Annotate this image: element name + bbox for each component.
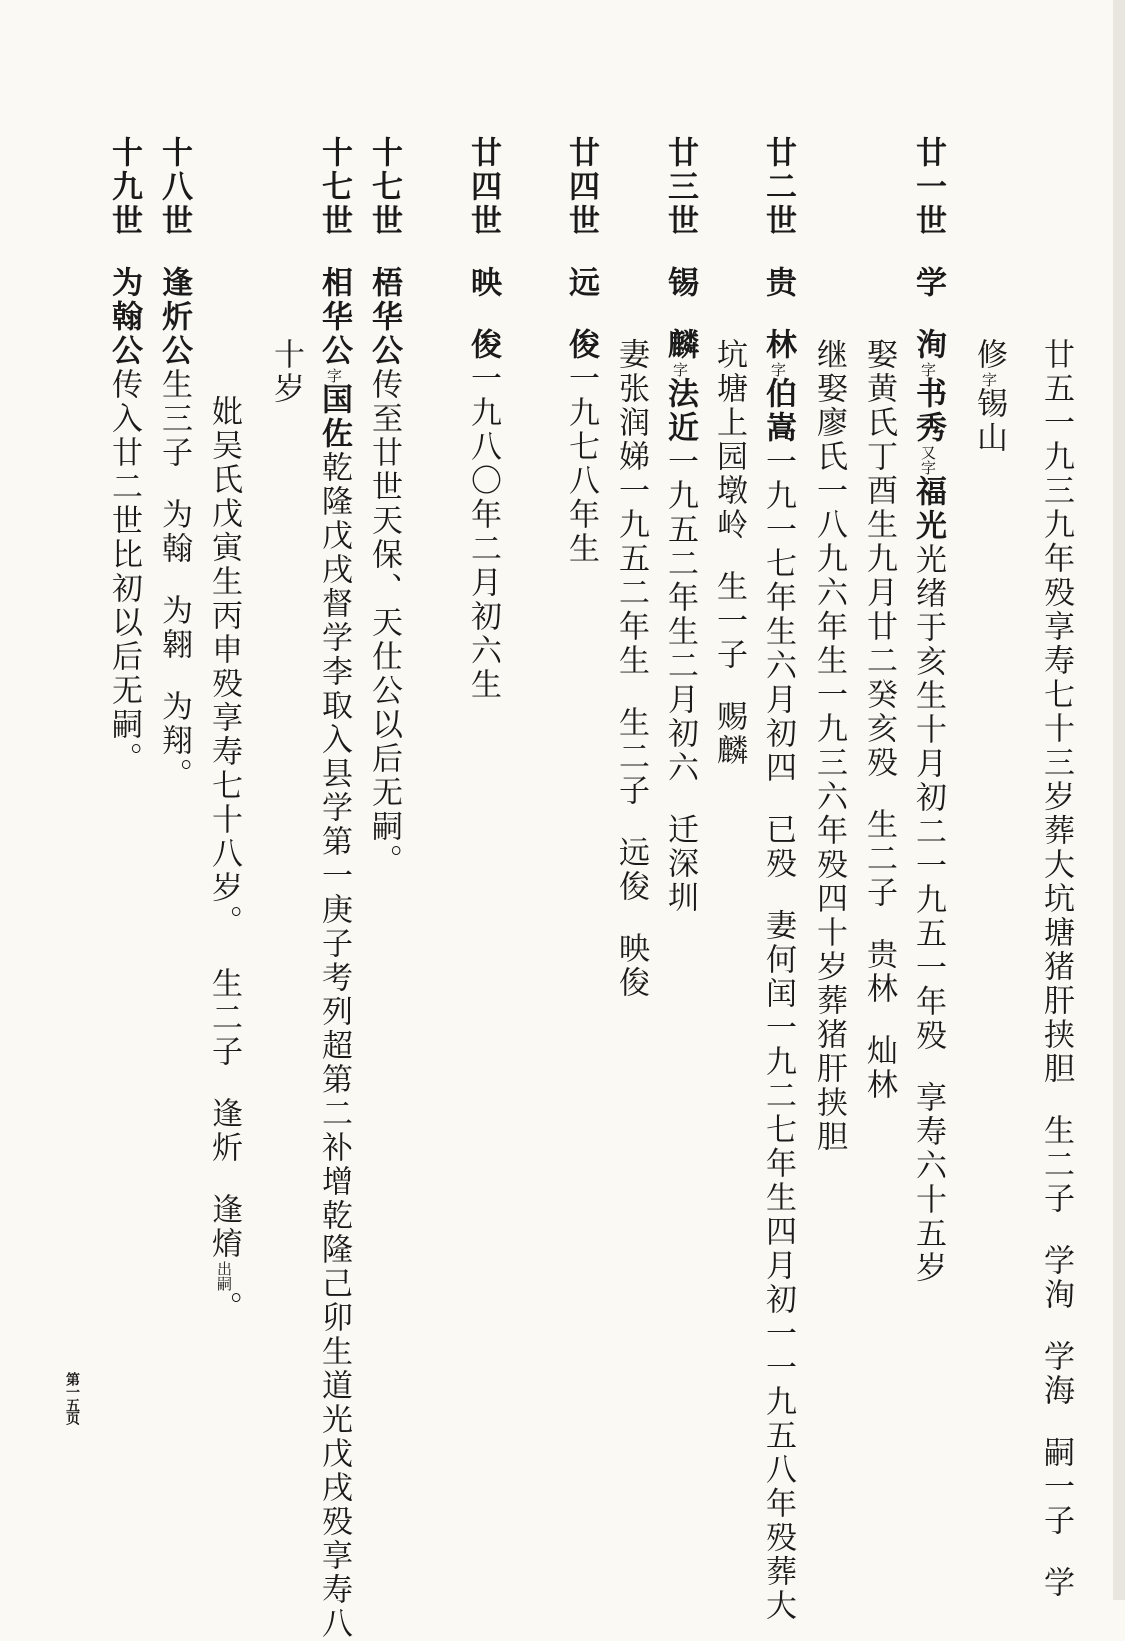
body-text: 一九五二年生二月初六 [662,445,698,785]
body-text: 生三子 [156,368,192,470]
body-text: 娶黄氏丁酉生九月廿二癸亥殁 [861,338,897,780]
body-text: 修 [971,338,1007,372]
person-name: 俊 [465,328,501,362]
body-text: 嗣一子 [1038,1436,1074,1538]
body-text: 已殁 [760,813,796,881]
text-column [656,136,704,915]
body-text: 一九七八年生 [563,362,599,566]
body-text: 生二子 [206,967,242,1069]
annotation-small: 字 [919,362,937,377]
page-number: 第一五页 [64,1372,80,1424]
generation-label: 十八世 [156,136,192,238]
text-column [805,338,853,1154]
person-name: 麟 [662,328,698,362]
body-text: 廿五一九三九年殁享寿七十三岁葬大坑塘猪肝挟胆 [1038,338,1074,1086]
body-text: 妣吴氏戊寅生丙申殁享寿七十八岁。 [206,395,242,939]
text-column [1032,338,1080,1600]
text-column [150,136,198,792]
body-text: 逢炘 [206,1097,242,1165]
annotation-small: 字 [325,368,343,383]
body-text: 。 [206,1291,242,1325]
text-column [904,136,952,1285]
annotation-small: 字 [671,362,689,377]
body-text: 妻张润娣一九五二年生 [613,338,649,678]
body-text: 乾隆戊戌督学李取入县学第一庚子考列超第二补增乾隆己卯生道光戊戌殁享寿八 [316,451,352,1641]
generation-label: 廿三世 [662,136,698,238]
person-name: 俊 [563,328,599,362]
body-text: 十岁 [268,338,304,406]
annotation-small: 字 [769,362,787,377]
body-text: 继娶廖氏一八九六年生一九三六年殁四十岁葬猪肝挟胆 [811,338,847,1154]
generation-label: 十九世 [106,136,142,238]
body-text: 逢焴 [206,1193,242,1261]
body-text: 生一子 [711,570,747,672]
text-column [754,136,802,1623]
generation-label: 廿四世 [563,136,599,238]
person-name: 洵 [910,328,946,362]
body-text: 锡山 [971,387,1007,455]
text-column [262,338,310,406]
body-text: 享寿六十五岁 [910,1081,946,1285]
generation-label: 十七世 [366,136,402,238]
person-name: 学 [910,266,946,300]
person-name: 伯嵩 [760,377,796,445]
person-name: 为翰公 [106,266,142,368]
body-text: 传至廿世天保、天仕公以后无嗣。 [366,368,402,878]
person-name: 相华公 [316,266,352,368]
body-text: 生二子 [1038,1114,1074,1216]
generation-label: 廿一世 [910,136,946,238]
person-name: 锡 [662,266,698,300]
body-text: 迁深圳 [662,813,698,915]
person-name: 贵 [760,266,796,300]
person-name: 梧华公 [366,266,402,368]
person-name: 福光 [910,475,946,543]
body-text: 一九八〇年二月初六生 [465,362,501,702]
body-text: 坑塘上园墩岭 [711,338,747,542]
annotation-small: 字 [980,372,998,387]
text-column [855,338,903,1102]
body-text: 一九一七年生六月初四 [760,445,796,785]
generation-label: 廿二世 [760,136,796,238]
body-text: 灿林 [861,1034,897,1102]
person-name: 映 [465,266,501,300]
generation-label: 十七世 [316,136,352,238]
text-column [100,136,148,776]
generation-label: 廿四世 [465,136,501,238]
person-name: 林 [760,328,796,362]
person-name: 书秀 [910,377,946,445]
text-column [459,136,507,702]
text-column [360,136,408,878]
body-text: 学洵 [1038,1244,1074,1312]
text-column [200,395,248,1325]
body-text: 为翰 [156,498,192,566]
body-text: 远俊 [613,836,649,904]
annotation-small: 出嗣 [215,1261,233,1291]
person-name: 国佐 [316,383,352,451]
body-text: 映俊 [613,932,649,1000]
text-column [705,338,753,768]
body-text: 传入廿二世比初以后无嗣。 [106,368,142,776]
body-text: 光绪于亥生十月初二一九五一年殁 [910,543,946,1053]
body-text: 生二子 [861,808,897,910]
text-column [310,136,358,1641]
body-text: 贵林 [861,938,897,1006]
text-column [557,136,605,566]
body-text: 学 [1038,1566,1074,1600]
body-text: 为翱 [156,594,192,662]
person-name: 远 [563,266,599,300]
person-name: 逢炘公 [156,266,192,368]
body-text: 生二子 [613,706,649,808]
body-text: 学海 [1038,1340,1074,1408]
page-edge [1113,0,1125,1600]
body-text: 为翔。 [156,690,192,792]
person-name: 法近 [662,377,698,445]
body-text: 妻何闰一九二七年生四月初一一九五八年殁葬大 [760,909,796,1623]
body-text: 赐麟 [711,700,747,768]
annotation-small: 又字 [919,445,937,475]
text-column [965,338,1013,455]
text-column [607,338,655,1000]
